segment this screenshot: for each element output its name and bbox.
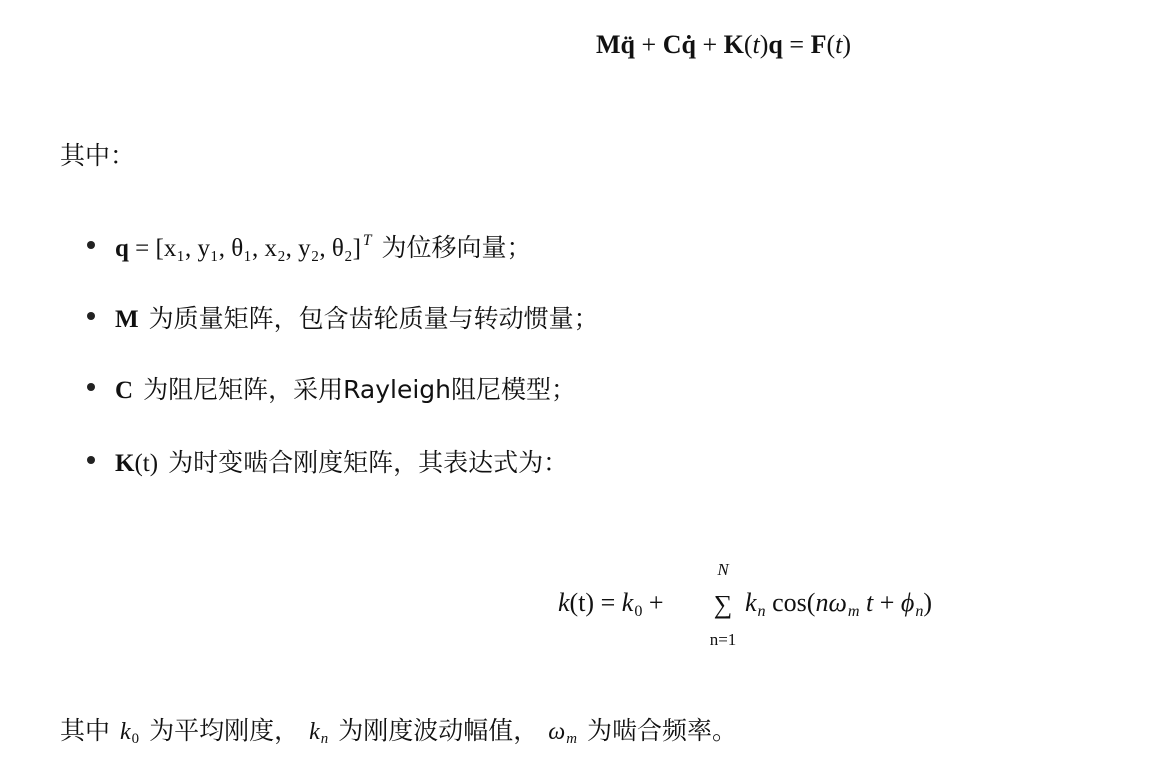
list-item bbox=[60, 370, 576, 406]
list-item bbox=[60, 443, 568, 479]
mass-matrix-symbol: M bbox=[115, 306, 139, 333]
list-item-text: 为阻尼矩阵，采用Rayleigh阻尼模型； bbox=[143, 375, 576, 404]
equation-of-motion bbox=[596, 30, 851, 60]
time-variable: t bbox=[752, 30, 760, 59]
displacement-symbol: q bbox=[768, 30, 783, 59]
paren: ) bbox=[759, 30, 769, 59]
list-item-text: 为质量矩阵，包含齿轮质量与转动惯量； bbox=[148, 304, 599, 333]
list-item-text: 为时变啮合刚度矩阵，其表达式为： bbox=[168, 448, 569, 477]
stiffness-equation-lhs: k(t) = k0 + bbox=[558, 588, 664, 620]
bullet-icon bbox=[87, 456, 95, 464]
force-symbol: F bbox=[810, 30, 827, 59]
list-item bbox=[60, 228, 532, 264]
paren: ) bbox=[842, 30, 852, 59]
list-item bbox=[60, 299, 599, 335]
velocity-symbol: q̇ bbox=[681, 30, 696, 59]
displacement-vector-definition: q = [x₁, y₁, θ₁, x₂, y₂, θ₂] $^T$ bbox=[115, 232, 372, 262]
bullet-icon bbox=[87, 312, 95, 320]
plus-operator: + bbox=[648, 588, 664, 617]
kn-symbol: kn bbox=[309, 719, 329, 748]
bullet-icon bbox=[87, 383, 95, 391]
paren: ( bbox=[826, 30, 836, 59]
acceleration-symbol: q̈ bbox=[620, 30, 636, 59]
equals-sign: = bbox=[789, 30, 805, 59]
summation-lower-limit: n=1 bbox=[709, 630, 737, 649]
list-item-text: 为位移向量； bbox=[381, 233, 532, 262]
stiffness-matrix-symbol: K(t) bbox=[115, 450, 159, 477]
summation bbox=[706, 560, 740, 650]
plus-operator: + bbox=[879, 588, 895, 617]
k0-symbol: k0 bbox=[120, 719, 140, 748]
damping-matrix-symbol: C bbox=[115, 377, 134, 404]
plus-operator: + bbox=[702, 30, 718, 59]
omega-m-symbol: ωm bbox=[548, 719, 577, 748]
plus-operator: + bbox=[641, 30, 657, 59]
stiffness-symbol: K bbox=[723, 30, 744, 59]
cosine-function: cos bbox=[772, 588, 807, 617]
equals-sign: = bbox=[600, 588, 616, 617]
mass-symbol: M bbox=[596, 30, 621, 59]
stiffness-equation-rhs: kn cos(nωm t + ϕn) bbox=[745, 588, 933, 620]
summation-sign-icon: ∑ bbox=[713, 590, 733, 619]
final-explanation: 其中 k0 为平均刚度， kn 为刚度波动幅值， ωm 为啮合频率。 bbox=[60, 716, 737, 748]
time-variable: t bbox=[835, 30, 843, 59]
damping-symbol: C bbox=[662, 30, 682, 59]
bullet-icon bbox=[87, 241, 95, 249]
where-label: 其中： bbox=[60, 141, 136, 170]
paren: ( bbox=[743, 30, 753, 59]
summation-upper-limit: N bbox=[717, 560, 729, 579]
